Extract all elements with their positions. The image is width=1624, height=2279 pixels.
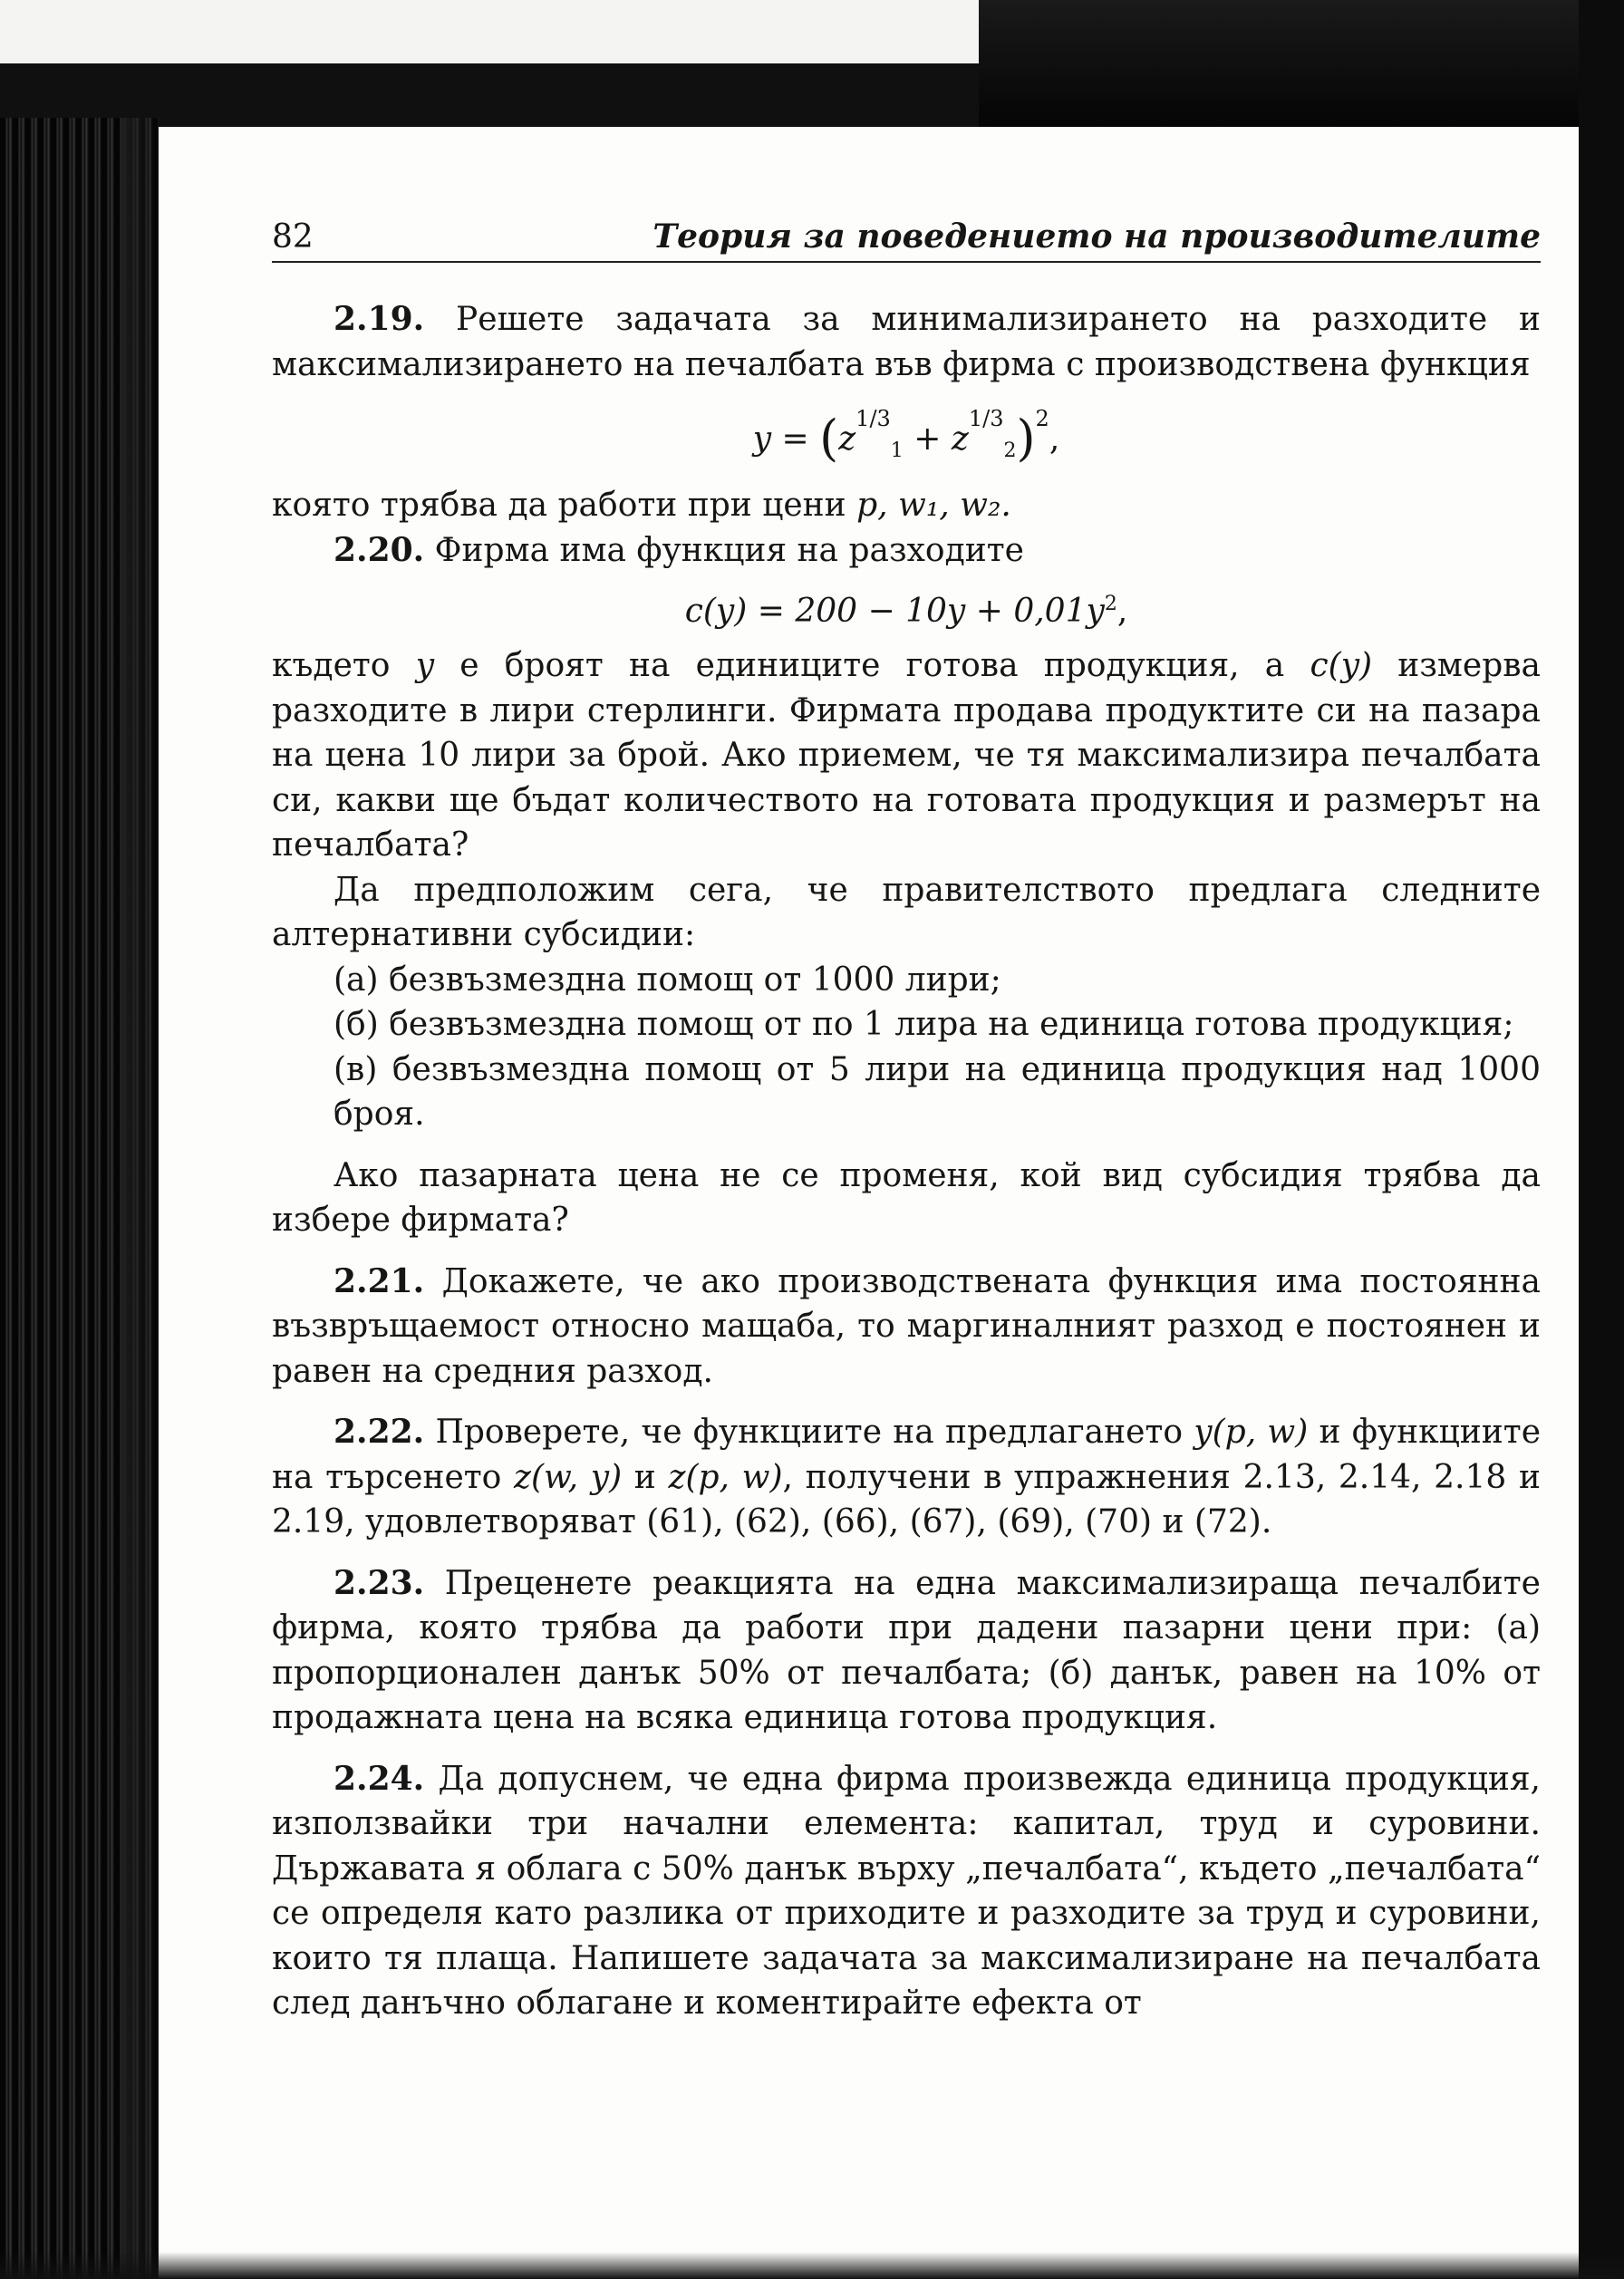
subsidy-option-c: (в) безвъзмездна помощ от 5 лири на единица продукция над 1000 броя. xyxy=(334,1050,1541,1134)
scan-top-dark-edge xyxy=(979,0,1624,127)
exercise-2-20-paragraph-1: където y е броят на единиците готова продукция, а c(y) измерва разходите в лири стерлинги. Фирмата продава продуктите си на пазара на цена 10 лири за брой. Ако приемем, че тя максимализира печалбата си, какви ще бъдат количеството на готовата продукция и размерът на печалбата? xyxy=(272,647,1542,864)
exercise-2-19-continuation: която трябва да работи при цени p, w₁, w₂. xyxy=(272,487,1011,525)
exercise-2-20: 2.20. Фирма има функция на разходите xyxy=(334,530,1024,569)
running-title: Теория за поведението на производителите xyxy=(652,217,1541,256)
running-header xyxy=(272,217,1541,263)
exercise-number: 2.20. xyxy=(334,530,425,569)
book-spine-shadow xyxy=(0,118,159,2279)
exercise-text: Решете задачата за минимализирането на разходите и максимализирането на печалбата във фирма с производствена функция xyxy=(272,301,1542,383)
scan-top-border xyxy=(0,0,1624,127)
exercise-number: 2.21. xyxy=(334,1261,425,1300)
book-page xyxy=(272,217,1541,2026)
subsidy-option-b: (б) безвъзмездна помощ от по 1 лира на единица готова продукция; xyxy=(334,1006,1514,1044)
subsidy-option-a: (а) безвъзмездна помощ от 1000 лири; xyxy=(334,961,1001,999)
scan-bottom-border xyxy=(0,2252,1624,2279)
page-body xyxy=(272,297,1541,2026)
exercise-number: 2.24. xyxy=(334,1759,425,1798)
exercise-2-21: 2.21. Докажете, че ако производствената функция има постоянна възвръщаемост относно мащаба, то маргиналният разход е постоянен и равен на средния разход. xyxy=(272,1261,1541,1390)
exercise-2-23: 2.23. Преценете реакцията на една максимализираща печалбите фирма, която трябва да работи при дадени пазарни цени при: (а) пропорционален данък 50% от печалбата; (б) данък, равен на 10% от продажната цена на всяка единица готова продукция. xyxy=(272,1563,1541,1737)
exercise-2-24: 2.24. Да допуснем, че една фирма произвежда единица продукция, използвайки три начални елемента: капитал, труд и суровини. Държавата я облага с 50% данък върху „печалбата“, където „печалбата“ се определя като разлика от приходите и разходите за труд и суровини, които тя плаща. Напишете задачата за максимализиране на печалбата след данъчно облагане и коментирайте ефекта от xyxy=(272,1759,1541,2023)
cost-function-formula: $c(y) = 200 - 10y + 0,01y^2$, xyxy=(684,593,1128,631)
exercise-number: 2.22. xyxy=(334,1413,425,1452)
exercise-2-22: 2.22. Проверете, че функциите на предлагането y(p, w) и функциите на търсенето z(w, y) и z(p, w), получени в упражнения 2.13, 2.14, 2.18 и 2.19, удовлетворяват (61), (62), (66), (67), (69), (70) и (72). xyxy=(272,1413,1542,1541)
scan-top-light-area xyxy=(0,0,979,63)
scan-right-border xyxy=(1579,0,1624,2279)
production-function-formula: $y = (z^{1/3}_1 + z^{1/3}_2)^2$, xyxy=(752,406,1060,467)
exercise-number: 2.19. xyxy=(334,300,425,338)
exercise-2-20-question: Ако пазарната цена не се променя, кой вид субсидия трябва да избере фирмата? xyxy=(272,1156,1541,1240)
exercise-2-20-paragraph-2: Да предположим сега, че правителството предлага следните алтернативни субсидии: xyxy=(272,871,1541,954)
exercise-number: 2.23. xyxy=(334,1563,425,1602)
page-number: 82 xyxy=(272,218,314,256)
exercise-2-19 xyxy=(272,297,1541,387)
